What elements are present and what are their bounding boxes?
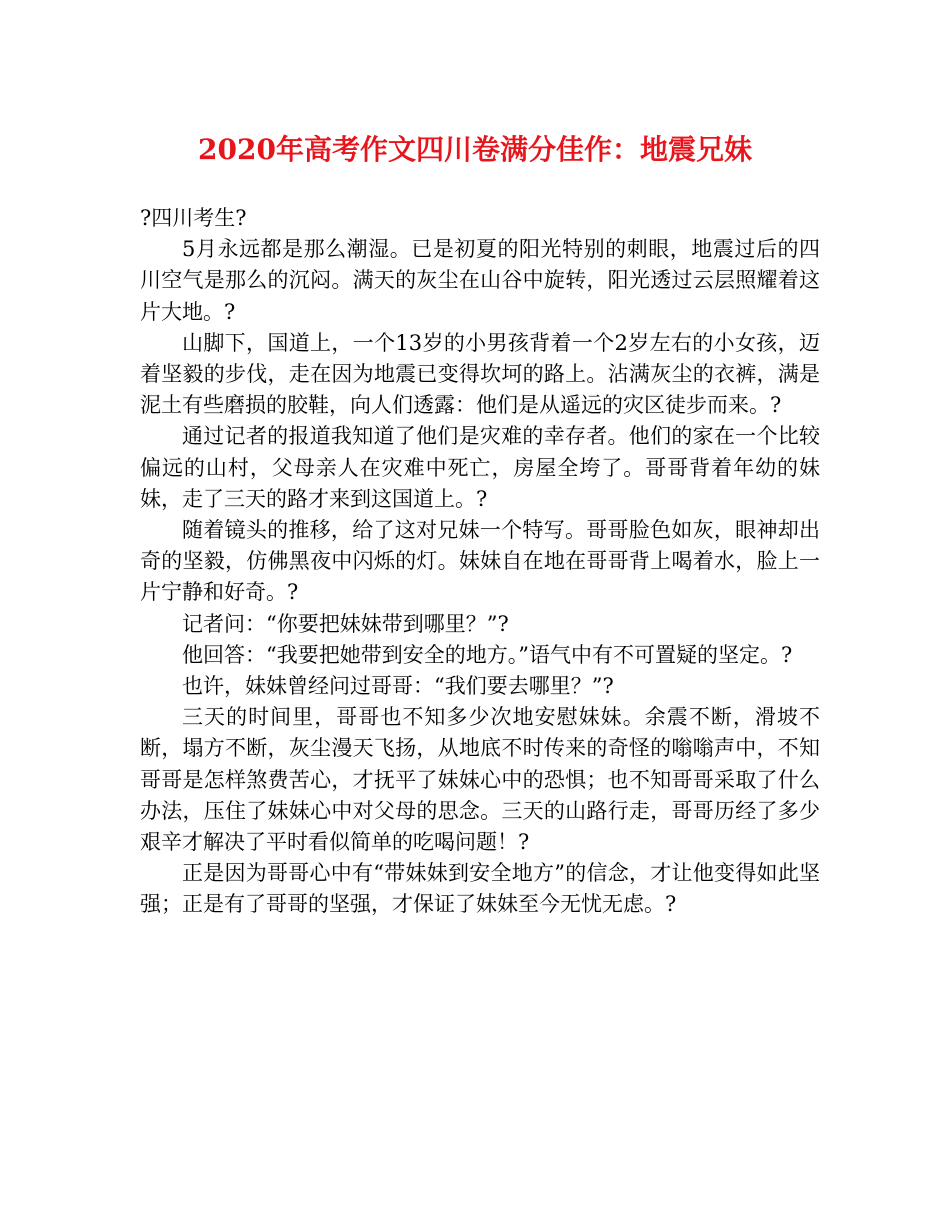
paragraph: 5月永远都是那么潮湿。已是初夏的阳光特别的刺眼，地震过后的四川空气是那么的沉闷。满天的灰尘在山谷中旋转，阳光透过云层照耀着这片大地。? xyxy=(140,237,820,324)
paragraph: 正是因为哥哥心中有“带妹妹到安全地方”的信念，才让他变得如此坚强；正是有了哥哥的坚强，才保证了妹妹至今无忧无虑。? xyxy=(140,861,820,917)
paragraph: 记者问：“你要把妹妹带到哪里？”? xyxy=(182,611,509,636)
document-title: 2020年高考作文四川卷满分佳作：地震兄妹 xyxy=(198,133,752,166)
document-body xyxy=(140,203,820,921)
paragraph: 也许，妹妹曾经问过哥哥：“我们要去哪里？”? xyxy=(182,674,614,699)
paragraph: 他回答：“我要把她带到安全的地方。”语气中有不可置疑的坚定。? xyxy=(182,642,793,667)
paragraph: 三天的时间里，哥哥也不知多少次地安慰妹妹。余震不断，滑坡不断，塌方不断，灰尘漫天飞扬，从地底不时传来的奇怪的嗡嗡声中，不知哥哥是怎样煞费苦心，才抚平了妹妹心中的恐惧；也不知哥哥采取了什么办法，压住了妹妹心中对父母的思念。三天的山路行走，哥哥历经了多少艰辛才解决了平时看似简单的吃喝问题！? xyxy=(140,705,820,855)
paragraph: 山脚下，国道上，一个13岁的小男孩背着一个2岁左右的小女孩，迈着坚毅的步伐，走在因为地震已变得坎坷的路上。沾满灰尘的衣裤，满是泥土有些磨损的胶鞋，向人们透露：他们是从遥远的灾区徒步而来。? xyxy=(140,330,820,418)
author-line: ?四川考生? xyxy=(140,206,247,230)
paragraph: 通过记者的报道我知道了他们是灾难的幸存者。他们的家在一个比较偏远的山村，父母亲人在灾难中死亡，房屋全垮了。哥哥背着年幼的妹妹，走了三天的路才来到这国道上。? xyxy=(140,424,820,511)
paragraph: 随着镜头的推移，给了这对兄妹一个特写。哥哥脸色如灰，眼神却出奇的坚毅，仿佛黑夜中闪烁的灯。妹妹自在地在哥哥背上喝着水，脸上一片宁静和好奇。? xyxy=(140,518,820,605)
